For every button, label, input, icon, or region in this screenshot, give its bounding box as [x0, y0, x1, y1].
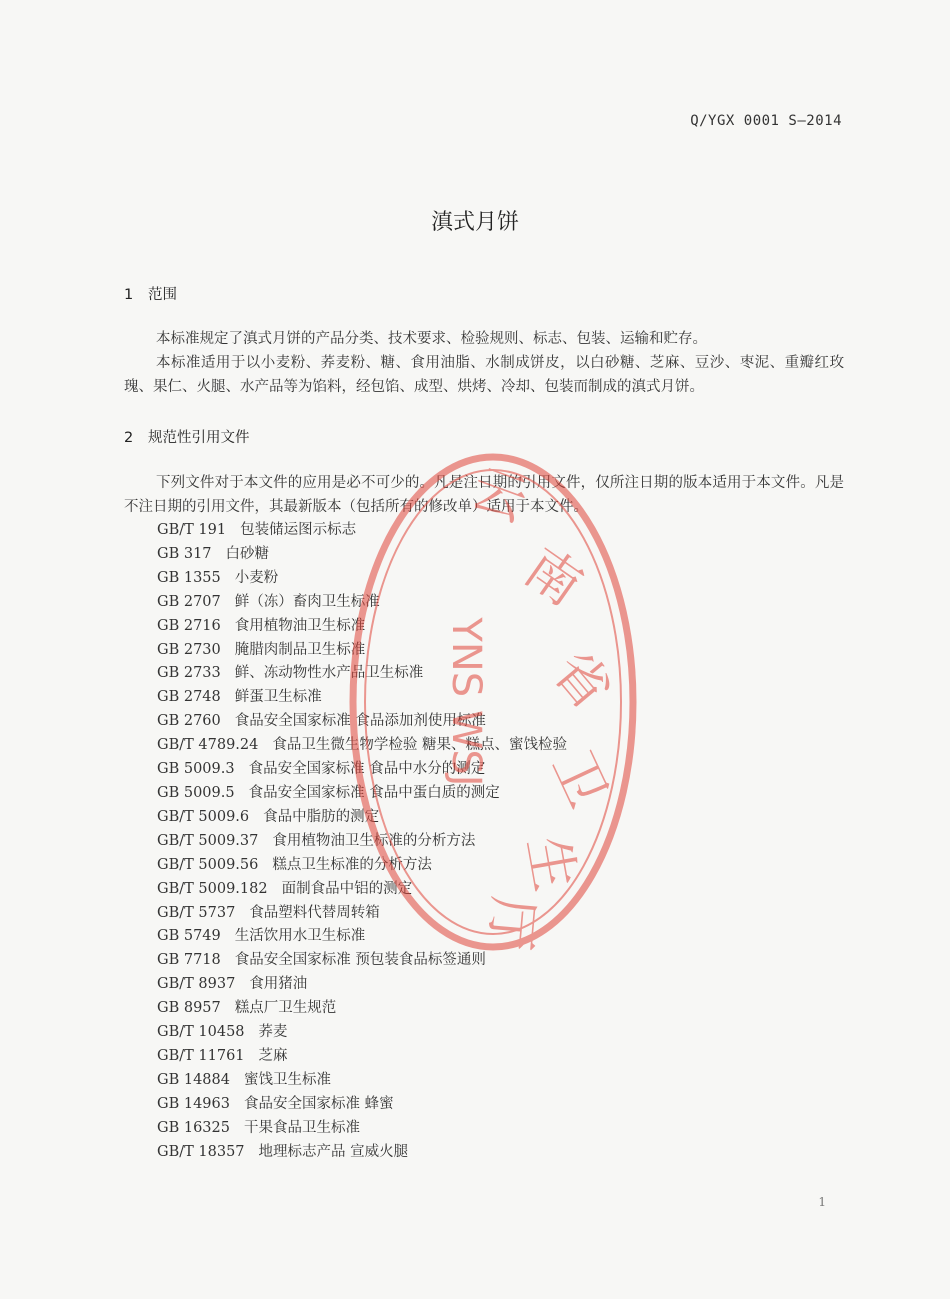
page-title: 滇式月饼 — [430, 210, 519, 235]
reference-title: 白砂糖 — [225, 545, 270, 562]
reference-item — [157, 543, 567, 567]
reference-code: GB 1355 — [157, 569, 221, 586]
reference-title: 芝麻 — [258, 1047, 288, 1064]
reference-code: GB 14884 — [157, 1071, 230, 1088]
reference-item — [157, 710, 567, 734]
seal-character: 生 — [515, 831, 587, 896]
seal-character: 卫 — [539, 741, 620, 817]
reference-code: GB 2760 — [157, 713, 221, 730]
reference-item — [157, 973, 567, 997]
reference-title: 食品安全国家标准 食品中蛋白质的测定 — [248, 784, 500, 801]
reference-item — [157, 1045, 567, 1069]
reference-item — [157, 1021, 567, 1045]
reference-code: GB/T 4789.24 — [157, 737, 259, 754]
reference-code: GB/T 10458 — [157, 1024, 245, 1041]
seal-character: 省 — [540, 639, 624, 722]
reference-title: 干果食品卫生标准 — [243, 1119, 360, 1136]
section-1-paragraph: 本标准适用于以小麦粉、荞麦粉、糖、食用油脂、水制成饼皮，以白砂糖、芝麻、豆沙、枣泥、重瓣红玫瑰、果仁、火腿、水产品等为馅料，经包馅、成型、烘烤、冷却、包装而制成的滇式月饼。 — [124, 355, 844, 395]
seal-character: 云 — [463, 455, 536, 534]
reference-title: 食品卫生微生物学检验 糖果、糕点、蜜饯检验 — [272, 737, 567, 754]
reference-code: GB 2748 — [157, 689, 221, 706]
reference-code: GB 2716 — [157, 617, 221, 634]
reference-code: GB 5009.3 — [157, 761, 235, 778]
seal-character: 南 — [513, 535, 594, 619]
reference-title: 地理标志产品 宣威火腿 — [258, 1143, 409, 1160]
reference-item — [157, 591, 567, 615]
reference-title: 糕点卫生标准的分析方法 — [272, 856, 432, 873]
reference-title: 食用植物油卫生标准 — [234, 617, 366, 634]
reference-item — [157, 686, 567, 710]
section-2-title: 规范性引用文件 — [148, 430, 250, 446]
reference-item — [157, 830, 567, 854]
reference-title: 鲜蛋卫生标准 — [234, 689, 322, 706]
reference-item — [157, 878, 567, 902]
reference-item — [157, 734, 567, 758]
section-2-number: 2 — [124, 430, 134, 446]
reference-item — [157, 997, 567, 1021]
reference-item — [157, 567, 567, 591]
reference-code: GB/T 18357 — [157, 1143, 245, 1160]
reference-list — [157, 519, 567, 1164]
reference-code: GB/T 5009.56 — [157, 856, 259, 873]
reference-code: GB/T 5009.182 — [157, 880, 268, 897]
reference-item — [157, 662, 567, 686]
reference-title: 食品安全国家标准 食品添加剂使用标准 — [234, 713, 486, 730]
reference-item — [157, 1069, 567, 1093]
reference-item — [157, 1117, 567, 1141]
reference-title: 腌腊肉制品卫生标准 — [234, 641, 366, 658]
reference-item — [157, 925, 567, 949]
seal-inner-text: YNS WSJ — [443, 617, 489, 787]
reference-code: GB/T 11761 — [157, 1047, 245, 1064]
seal-character: 厅 — [477, 893, 546, 954]
reference-title: 食品中脂肪的测定 — [263, 808, 380, 825]
reference-item — [157, 949, 567, 973]
reference-code: GB 2707 — [157, 593, 221, 610]
reference-item — [157, 782, 567, 806]
reference-code: GB 8957 — [157, 1000, 221, 1017]
reference-code: GB 16325 — [157, 1119, 230, 1136]
reference-code: GB/T 5009.37 — [157, 832, 259, 849]
reference-code: GB 14963 — [157, 1095, 230, 1112]
reference-code: GB 2733 — [157, 665, 221, 682]
reference-title: 蜜饯卫生标准 — [243, 1071, 331, 1088]
reference-item — [157, 519, 567, 543]
section-1-number: 1 — [124, 287, 134, 303]
reference-code: GB/T 8937 — [157, 976, 236, 993]
reference-code: GB 7718 — [157, 952, 221, 969]
section-1-heading — [124, 283, 177, 304]
reference-code: GB 317 — [157, 545, 212, 562]
reference-title: 鲜、冻动物性水产品卫生标准 — [234, 665, 424, 682]
reference-item — [157, 639, 567, 663]
reference-code: GB/T 191 — [157, 522, 227, 538]
reference-title: 荞麦 — [258, 1024, 288, 1041]
reference-item — [157, 854, 567, 878]
reference-title: 小麦粉 — [234, 569, 279, 586]
reference-title: 食品安全国家标准 食品中水分的测定 — [248, 761, 486, 778]
reference-title: 糕点厂卫生规范 — [234, 1000, 337, 1017]
section-2-heading — [124, 426, 250, 447]
reference-item — [157, 758, 567, 782]
reference-item — [157, 806, 567, 830]
reference-item — [157, 902, 567, 926]
reference-item — [157, 1093, 567, 1117]
reference-title: 食品安全国家标准 蜂蜜 — [243, 1095, 394, 1112]
section-1-paragraph: 本标准规定了滇式月饼的产品分类、技术要求、检验规则、标志、包装、运输和贮存。 — [156, 331, 707, 347]
reference-code: GB 5009.5 — [157, 784, 235, 801]
reference-title: 食用植物油卫生标准的分析方法 — [272, 832, 476, 849]
reference-title: 食品安全国家标准 预包装食品标签通则 — [234, 952, 486, 969]
reference-title: 食品塑料代替周转箱 — [249, 904, 380, 921]
reference-title: 生活饮用水卫生标准 — [234, 928, 366, 945]
reference-code: GB 2730 — [157, 641, 221, 658]
reference-title: 鲜（冻）畜肉卫生标准 — [234, 593, 380, 610]
reference-title: 包装储运图示标志 — [240, 522, 357, 538]
reference-item — [157, 615, 567, 639]
reference-code: GB 5749 — [157, 928, 221, 945]
reference-title: 面制食品中铝的测定 — [281, 880, 413, 897]
standard-code: Q/YGX 0001 S—2014 — [690, 113, 842, 129]
reference-item — [157, 1141, 567, 1165]
reference-code: GB/T 5737 — [157, 904, 236, 921]
section-2-intro: 下列文件对于本文件的应用是必不可少的。凡是注日期的引用文件，仅所注日期的版本适用于本文件。凡是不注日期的引用文件，其最新版本（包括所有的修改单）适用于本文件。 — [124, 475, 844, 515]
reference-code: GB/T 5009.6 — [157, 808, 250, 825]
page-number: 1 — [818, 1195, 826, 1209]
section-1-title: 范围 — [148, 287, 177, 303]
reference-title: 食用猪油 — [249, 976, 308, 993]
